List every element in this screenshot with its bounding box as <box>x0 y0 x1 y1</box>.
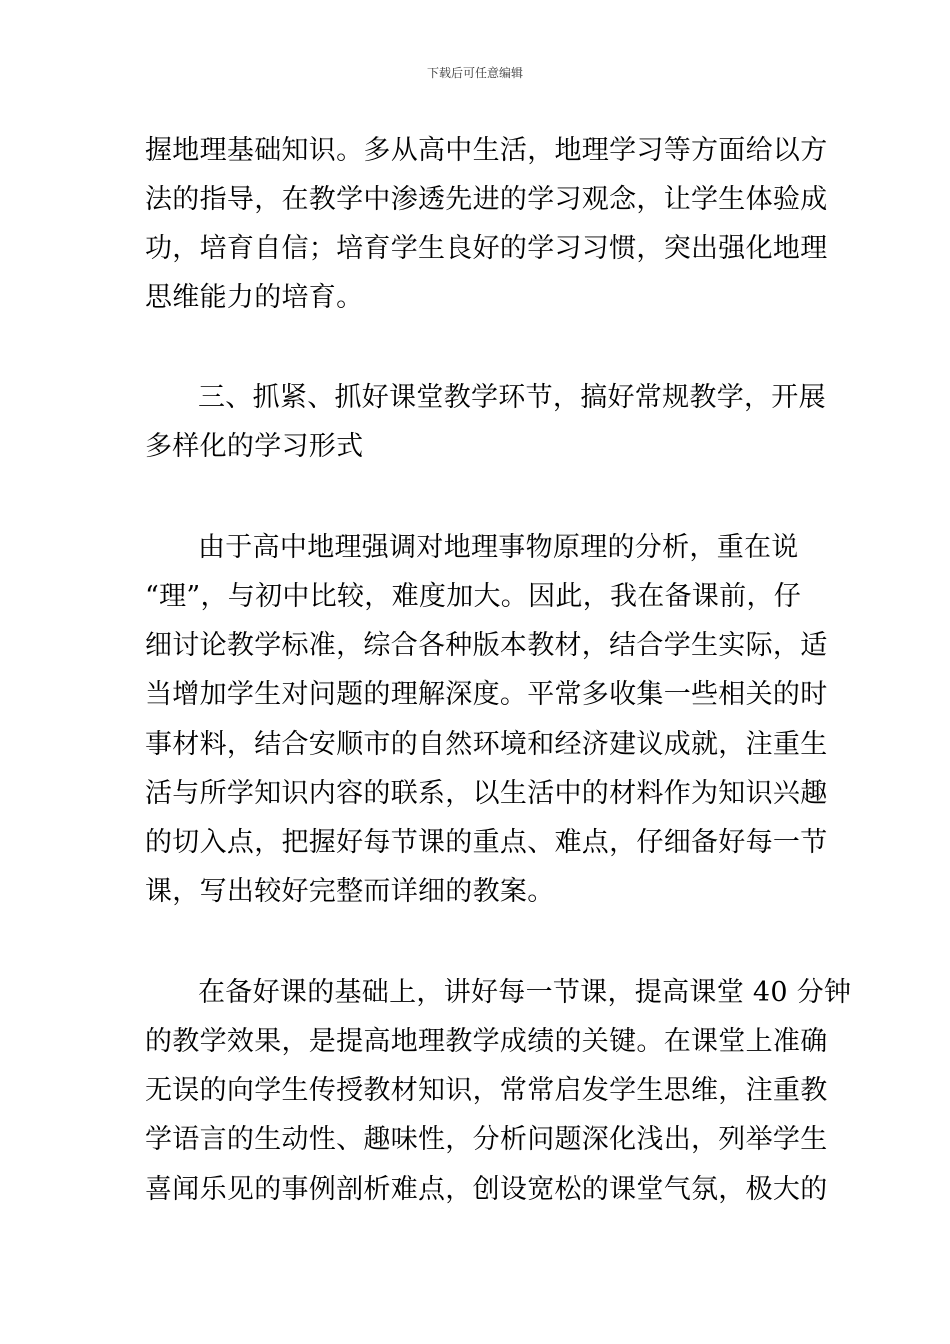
text-line: 课，写出较好完整而详细的教案。 <box>145 876 555 907</box>
text-line: 功，培育自信；培育学生良好的学习习惯，突出强化地理 <box>145 233 828 264</box>
text-line: 在备好课的基础上，讲好每一节课，提高课堂 40 分钟 <box>198 977 852 1008</box>
text-line: 事材料，结合安顺市的自然环境和经济建议成就，注重生 <box>145 729 828 760</box>
text-line: 的教学效果，是提高地理教学成绩的关键。在课堂上准确 <box>145 1026 828 1057</box>
text-line: 握地理基础知识。多从高中生活，地理学习等方面给以方 <box>145 135 828 166</box>
heading-line: 三、抓紧、抓好课堂教学环节，搞好常规教学，开展 <box>198 382 826 413</box>
text-line: 细讨论教学标准，综合各种版本教材，结合学生实际，适 <box>145 630 828 661</box>
text-line: 喜闻乐见的事例剖析难点，创设宽松的课堂气氛，极大的 <box>145 1174 828 1205</box>
text-line: 学语言的生动性、趣味性，分析问题深化浅出，列举学生 <box>145 1124 828 1155</box>
page-header-note: 下载后可任意编辑 <box>426 66 523 80</box>
text-line: 的切入点，把握好每节课的重点、难点，仔细备好每一节 <box>145 827 828 858</box>
text-line: 活与所学知识内容的联系，以生活中的材料作为知识兴趣 <box>145 778 828 809</box>
heading-line: 多样化的学习形式 <box>145 431 364 462</box>
text-line: 思维能力的培育。 <box>145 282 364 313</box>
text-line: 无误的向学生传授教材知识，常常启发学生思维，注重教 <box>145 1075 828 1106</box>
text-line: “理”，与初中比较，难度加大。因此，我在备课前，仔 <box>145 581 802 612</box>
text-line: 法的指导，在教学中渗透先进的学习观念，让学生体验成 <box>145 184 828 215</box>
text-line: 由于高中地理强调对地理事物原理的分析，重在说 <box>198 532 799 563</box>
text-line: 当增加学生对问题的理解深度。平常多收集一些相关的时 <box>145 679 828 710</box>
